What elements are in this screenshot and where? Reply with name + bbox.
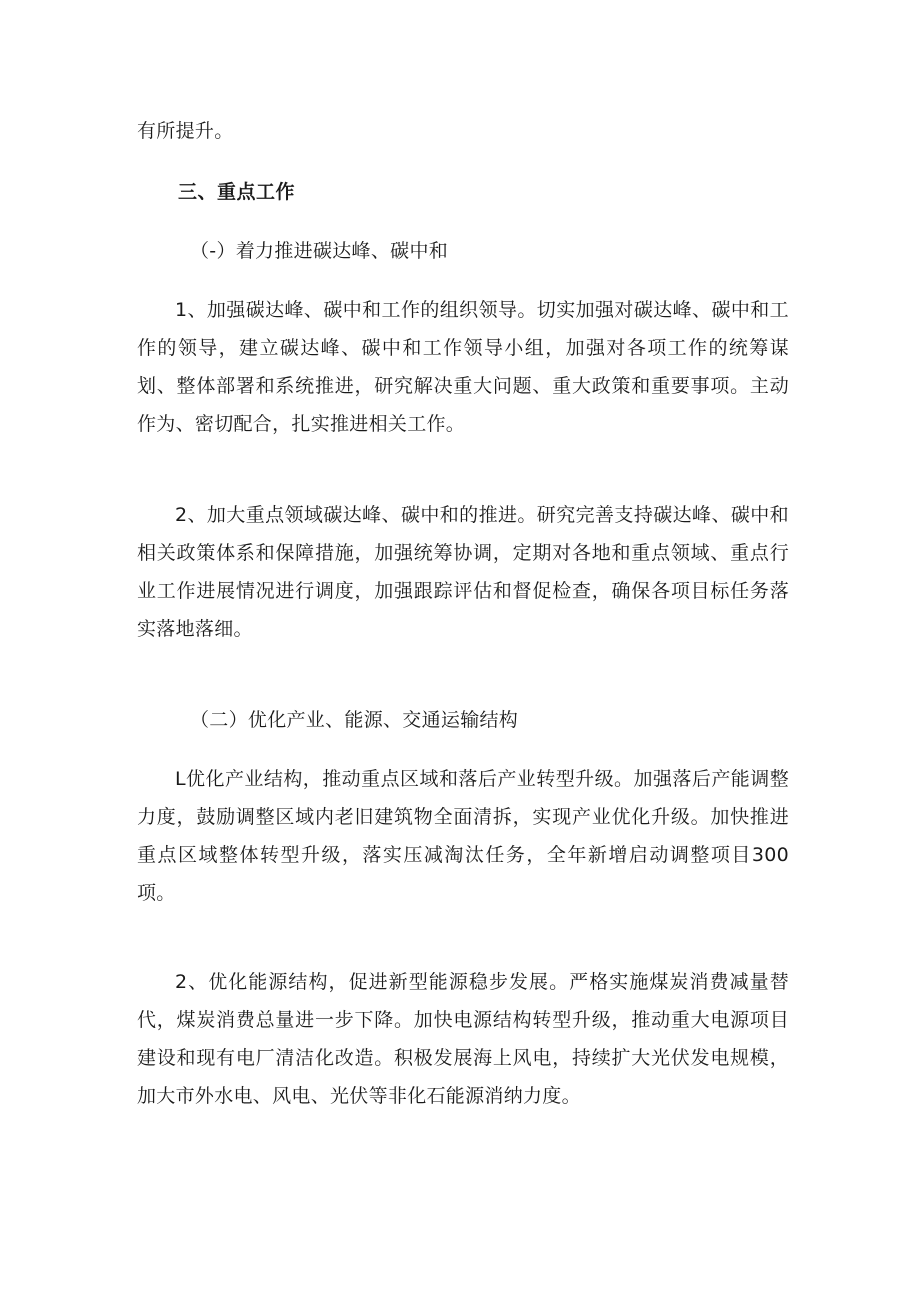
subsection-heading-1: （-）着力推进碳达峰、碳中和 xyxy=(190,240,449,262)
paragraph-2-2: 2、优化能源结构，促进新型能源稳步发展。严格实施煤炭消费减量替代，煤炭消费总量进一步下降。加快电源结构转型升级，推动重大电源项目建设和现有电厂清洁化改造。积极发展海上风电，持续扩大光伏发电规模，加大市外水电、风电、光伏等非化石能源消纳力度。 xyxy=(137,971,789,1107)
continuation-text: 有所提升。 xyxy=(137,120,234,142)
subsection-heading-2: （二）优化产业、能源、交通运输结构 xyxy=(190,709,519,731)
paragraph-2-1: L优化产业结构，推动重点区域和落后产业转型升级。加强落后产能调整力度，鼓励调整区域内老旧建筑物全面清拆，实现产业优化升级。加快推进重点区域整体转型升级，落实压减淘汰任务，全年新增启动调整项目300项。 xyxy=(137,768,789,904)
paragraph-1-2: 2、加大重点领域碳达峰、碳中和的推进。研究完善支持碳达峰、碳中和相关政策体系和保障措施，加强统筹协调，定期对各地和重点领域、重点行业工作进展情况进行调度，加强跟踪评估和督促检查，确保各项目标任务落实落地落细。 xyxy=(137,504,789,640)
paragraph-1-1: 1、加强碳达峰、碳中和工作的组织领导。切实加强对碳达峰、碳中和工作的领导，建立碳达峰、碳中和工作领导小组，加强对各项工作的统筹谋划、整体部署和系统推进，研究解决重大问题、重大政策和重要事项。主动作为、密切配合，扎实推进相关工作。 xyxy=(137,299,789,435)
section-heading: 三、重点工作 xyxy=(178,181,296,203)
